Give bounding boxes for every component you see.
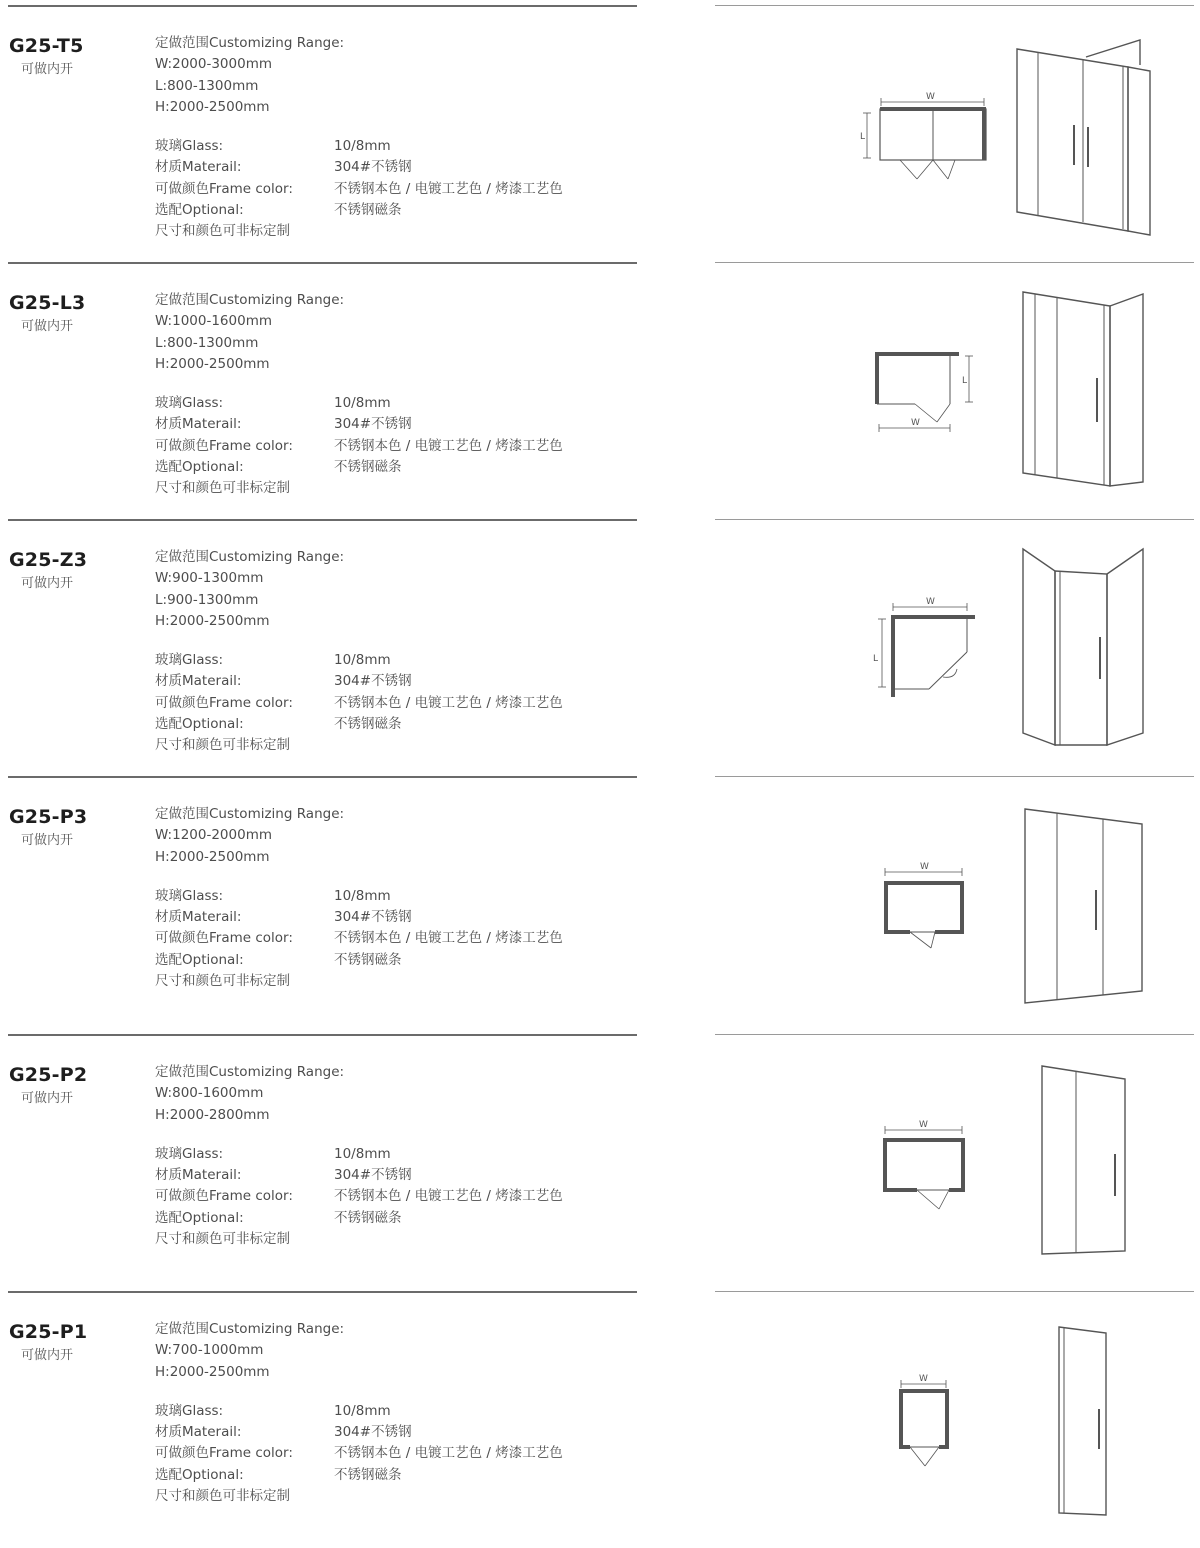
dimension-l: L:800-1300mm <box>155 77 259 94</box>
spec-row-optional <box>155 1208 563 1229</box>
spec-value: 304#不锈钢 <box>334 159 412 176</box>
product-section <box>0 1034 1200 1291</box>
shower-elevation-drawing <box>1000 262 1170 519</box>
plan-w-label: W <box>919 1120 928 1130</box>
range-label: 定做范围Customizing Range: <box>155 292 345 308</box>
spec-value: 304#不锈钢 <box>334 1167 412 1184</box>
product-section <box>0 5 1200 262</box>
section-divider <box>8 519 637 521</box>
spec-block <box>155 290 563 500</box>
spec-label: 选配Optional: <box>155 716 244 733</box>
spec-value: 304#不锈钢 <box>334 673 412 690</box>
spec-label: 选配Optional: <box>155 459 244 476</box>
dimension-w: W:700-1000mm <box>155 1342 264 1359</box>
shower-elevation-drawing <box>1000 776 1170 1033</box>
dimension-w: W:900-1300mm <box>155 570 264 587</box>
plan-l-label: L <box>873 654 879 664</box>
spec-value: 不锈钢本色 / 电镀工艺色 / 烤漆工艺色 <box>334 694 563 711</box>
shower-elevation-drawing <box>1000 1291 1170 1548</box>
spec-row-glass <box>155 136 563 157</box>
spec-label: 材质Materail: <box>155 673 242 690</box>
spec-row-glass <box>155 886 563 907</box>
floor-plan-diagram <box>855 1291 1015 1548</box>
spec-label: 可做颜色Frame color: <box>155 1445 293 1462</box>
product-subtitle: 可做内开 <box>21 319 74 334</box>
floor-plan-diagram <box>855 519 1015 776</box>
dimension-w: W:2000-3000mm <box>155 56 272 73</box>
custom-note: 尺寸和颜色可非标定制 <box>155 223 290 240</box>
dimension-w: W:1200-2000mm <box>155 827 272 844</box>
product-subtitle: 可做内开 <box>21 1348 74 1363</box>
custom-note: 尺寸和颜色可非标定制 <box>155 1231 290 1248</box>
spec-label: 玻璃Glass: <box>155 1402 224 1419</box>
spec-row-optional <box>155 1465 563 1486</box>
plan-l-label: L <box>962 376 968 386</box>
spec-label: 玻璃Glass: <box>155 138 224 155</box>
spec-block <box>155 547 563 757</box>
spec-row-optional <box>155 457 563 478</box>
plan-w-label: W <box>926 92 935 102</box>
spec-row-optional <box>155 950 563 971</box>
spec-row-material <box>155 1422 563 1443</box>
product-code: G25-T5 <box>9 35 84 57</box>
spec-value: 304#不锈钢 <box>334 416 412 433</box>
spec-row-glass <box>155 1401 563 1422</box>
spec-row-material <box>155 671 563 692</box>
range-label: 定做范围Customizing Range: <box>155 1064 345 1080</box>
spec-label: 选配Optional: <box>155 202 244 219</box>
spec-label: 选配Optional: <box>155 1466 244 1483</box>
plan-w-label: W <box>911 418 920 428</box>
product-subtitle: 可做内开 <box>21 1091 74 1106</box>
product-code: G25-P2 <box>9 1064 88 1086</box>
section-divider <box>8 5 637 7</box>
spec-value: 不锈钢本色 / 电镀工艺色 / 烤漆工艺色 <box>334 437 563 454</box>
plan-w-label: W <box>920 862 929 872</box>
floor-plan-diagram <box>855 262 1015 519</box>
spec-label: 选配Optional: <box>155 1209 244 1226</box>
spec-row-color <box>155 928 563 949</box>
spec-value: 10/8mm <box>334 1402 391 1419</box>
custom-note: 尺寸和颜色可非标定制 <box>155 973 290 990</box>
product-section <box>0 1291 1200 1548</box>
spec-value: 10/8mm <box>334 395 391 412</box>
custom-note: 尺寸和颜色可非标定制 <box>155 1488 290 1505</box>
spec-row-glass <box>155 393 563 414</box>
spec-value: 10/8mm <box>334 652 391 669</box>
section-divider <box>8 1034 637 1036</box>
product-section <box>0 776 1200 1033</box>
custom-note: 尺寸和颜色可非标定制 <box>155 480 290 497</box>
spec-value: 不锈钢磁条 <box>334 716 402 733</box>
dimension-h: H:2000-2500mm <box>155 355 270 372</box>
spec-value: 不锈钢本色 / 电镀工艺色 / 烤漆工艺色 <box>334 1445 563 1462</box>
spec-row-glass <box>155 650 563 671</box>
floor-plan-diagram <box>855 5 1015 262</box>
spec-row-color <box>155 1443 563 1464</box>
product-subtitle: 可做内开 <box>21 576 74 591</box>
range-label: 定做范围Customizing Range: <box>155 806 345 822</box>
spec-label: 可做颜色Frame color: <box>155 437 293 454</box>
spec-row-material <box>155 157 563 178</box>
product-code: G25-L3 <box>9 292 86 314</box>
spec-row-color <box>155 436 563 457</box>
spec-value: 304#不锈钢 <box>334 1424 412 1441</box>
floor-plan-diagram <box>855 1034 1015 1291</box>
product-subtitle: 可做内开 <box>21 62 74 77</box>
spec-label: 选配Optional: <box>155 951 244 968</box>
dimension-h: H:2000-2500mm <box>155 612 270 629</box>
spec-block <box>155 1062 563 1250</box>
dimension-w: W:800-1600mm <box>155 1085 264 1102</box>
product-code: G25-Z3 <box>9 549 88 571</box>
spec-label: 材质Materail: <box>155 909 242 926</box>
spec-label: 材质Materail: <box>155 416 242 433</box>
spec-row-material <box>155 907 563 928</box>
spec-row-optional <box>155 200 563 221</box>
spec-label: 可做颜色Frame color: <box>155 930 293 947</box>
dimension-h: H:2000-2500mm <box>155 1363 270 1380</box>
product-code: G25-P1 <box>9 1321 88 1343</box>
spec-label: 玻璃Glass: <box>155 1145 224 1162</box>
spec-label: 可做颜色Frame color: <box>155 694 293 711</box>
shower-elevation-drawing <box>1000 1034 1170 1291</box>
product-subtitle: 可做内开 <box>21 833 74 848</box>
product-code: G25-P3 <box>9 806 88 828</box>
product-section <box>0 262 1200 519</box>
spec-value: 10/8mm <box>334 1145 391 1162</box>
dimension-l: L:900-1300mm <box>155 591 259 608</box>
range-label: 定做范围Customizing Range: <box>155 1321 345 1337</box>
spec-value: 304#不锈钢 <box>334 909 412 926</box>
spec-label: 可做颜色Frame color: <box>155 180 293 197</box>
dimension-h: H:2000-2500mm <box>155 848 270 865</box>
spec-value: 不锈钢本色 / 电镀工艺色 / 烤漆工艺色 <box>334 180 563 197</box>
spec-row-material <box>155 414 563 435</box>
dimension-w: W:1000-1600mm <box>155 313 272 330</box>
spec-value: 不锈钢磁条 <box>334 1466 402 1483</box>
dimension-h: H:2000-2500mm <box>155 98 270 115</box>
plan-w-label: W <box>926 597 935 607</box>
spec-block <box>155 33 563 243</box>
spec-row-color <box>155 693 563 714</box>
spec-label: 材质Materail: <box>155 1424 242 1441</box>
dimension-h: H:2000-2800mm <box>155 1106 270 1123</box>
section-divider <box>8 1291 637 1293</box>
shower-elevation-drawing <box>1000 519 1170 776</box>
spec-label: 材质Materail: <box>155 159 242 176</box>
spec-value: 不锈钢磁条 <box>334 459 402 476</box>
spec-label: 玻璃Glass: <box>155 887 224 904</box>
spec-label: 玻璃Glass: <box>155 652 224 669</box>
product-section <box>0 519 1200 776</box>
spec-block <box>155 804 563 992</box>
section-divider <box>8 262 637 264</box>
shower-elevation-drawing <box>1000 5 1170 262</box>
spec-row-optional <box>155 714 563 735</box>
spec-block <box>155 1319 563 1507</box>
spec-value: 10/8mm <box>334 887 391 904</box>
spec-label: 材质Materail: <box>155 1167 242 1184</box>
range-label: 定做范围Customizing Range: <box>155 549 345 565</box>
spec-value: 不锈钢磁条 <box>334 1209 402 1226</box>
range-label: 定做范围Customizing Range: <box>155 35 345 51</box>
section-divider <box>8 776 637 778</box>
spec-row-color <box>155 179 563 200</box>
spec-row-glass <box>155 1144 563 1165</box>
spec-row-material <box>155 1165 563 1186</box>
plan-l-label: L <box>860 132 866 142</box>
plan-w-label: W <box>919 1374 928 1384</box>
spec-value: 10/8mm <box>334 138 391 155</box>
spec-value: 不锈钢磁条 <box>334 951 402 968</box>
custom-note: 尺寸和颜色可非标定制 <box>155 737 290 754</box>
spec-value: 不锈钢本色 / 电镀工艺色 / 烤漆工艺色 <box>334 930 563 947</box>
dimension-l: L:800-1300mm <box>155 334 259 351</box>
floor-plan-diagram <box>855 776 1015 1033</box>
spec-value: 不锈钢本色 / 电镀工艺色 / 烤漆工艺色 <box>334 1188 563 1205</box>
spec-label: 可做颜色Frame color: <box>155 1188 293 1205</box>
spec-value: 不锈钢磁条 <box>334 202 402 219</box>
spec-row-color <box>155 1186 563 1207</box>
spec-label: 玻璃Glass: <box>155 395 224 412</box>
